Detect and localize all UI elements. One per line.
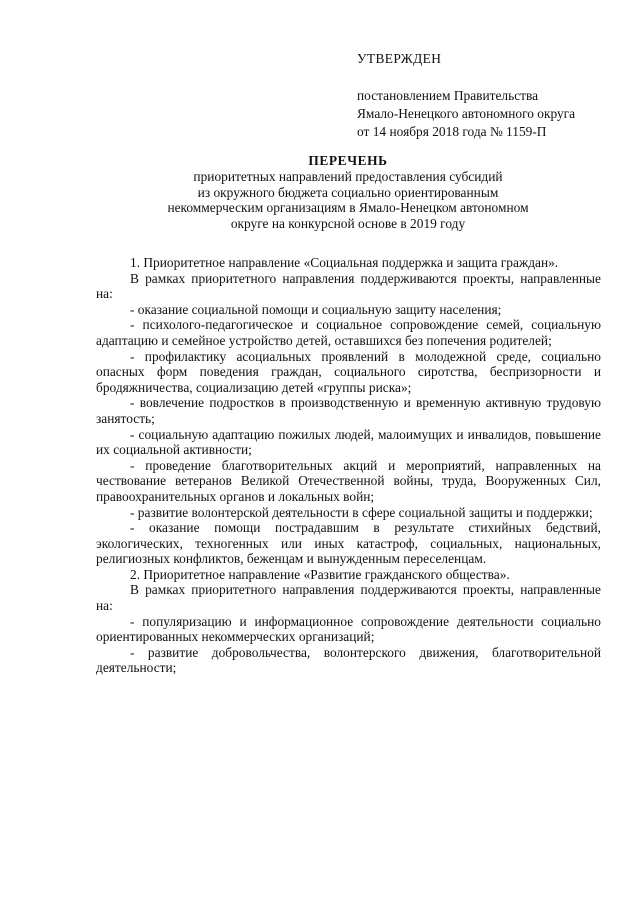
approval-line: постановлением Правительства — [357, 88, 539, 103]
list-item: - оказание социальной помощи и социальную защиту населения; — [130, 301, 502, 317]
approval-stamp — [357, 50, 627, 141]
list-item: - оказание помощи пострадавшим в результате стихийных бедствий, экологических, техногенных или иных катастроф, социальных, национальных, религиозных конфликтов, беженцам и вынужденным переселенцам. — [96, 520, 601, 567]
document-subtitle-line: округе на конкурсной основе в 2019 году — [230, 215, 466, 231]
list-item: - социальную адаптацию пожилых людей, малоимущих и инвалидов, повышение их социальной активности; — [96, 426, 601, 458]
list-item: - профилактику асоциальных проявлений в молодежной среде, социально опасных форм поведения граждан, социального сиротства, беспризорности и бродяжничества, социализацию детей «группы риска»; — [96, 348, 601, 395]
section-heading: 2. Приоритетное направление «Развитие гражданского общества». — [130, 566, 510, 582]
document-subtitle-line: некоммерческим организациям в Ямало-Ненецком автономном — [167, 200, 529, 216]
list-item: - психолого-педагогическое и социальное сопровождение семей, социальную адаптацию и семейное устройство детей, оставшихся без попечения родителей; — [96, 317, 601, 348]
list-item: - развитие волонтерской деятельности в сфере социальной защиты и поддержки; — [130, 504, 593, 520]
approval-title: УТВЕРЖДЕН — [357, 51, 442, 66]
list-item: - проведение благотворительных акций и мероприятий, направленных на чествование ветеранов Великой Отечественной войны, труда, Вооруженных Сил, правоохранительных органов и локальных войн; — [96, 457, 601, 504]
approval-line: Ямало-Ненецкого автономного округа — [357, 106, 576, 121]
document-title: ПЕРЕЧЕНЬ — [308, 153, 388, 168]
document-subtitle-line: из окружного бюджета социально ориентированным — [197, 184, 499, 200]
body-paragraph: В рамках приоритетного направления поддерживаются проекты, направленные на: — [96, 270, 601, 302]
list-item: - развитие добровольчества, волонтерского движения, благотворительной деятельности; — [96, 644, 601, 676]
section-heading: 1. Приоритетное направление «Социальная поддержка и защита граждан». — [130, 255, 559, 270]
document-subtitle-line: приоритетных направлений предоставления субсидий — [193, 169, 503, 185]
body-paragraph: В рамках приоритетного направления поддерживаются проекты, направленные на: — [96, 582, 601, 614]
document-body — [96, 255, 601, 676]
list-item: - вовлечение подростков в производственную и временную активную трудовую занятость; — [96, 395, 601, 426]
approval-line: от 14 ноября 2018 года № 1159-П — [357, 124, 547, 139]
list-item: - популяризацию и информационное сопровождение деятельности социально ориентированных некоммерческих организаций; — [96, 613, 601, 645]
document-heading — [90, 153, 606, 231]
